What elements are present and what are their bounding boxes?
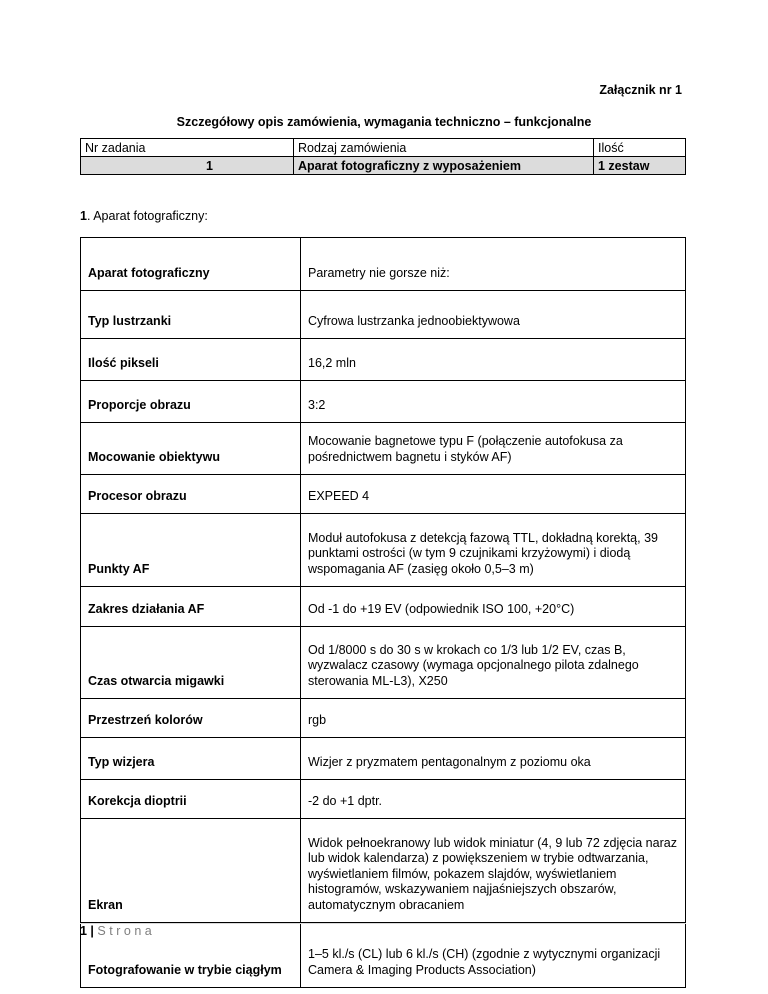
spec-value: Mocowanie bagnetowe typu F (połączenie autofokusa za pośrednictwem bagnetu i styków AF) xyxy=(301,423,686,475)
table-row xyxy=(81,819,686,923)
spec-label: Ekran xyxy=(81,819,301,923)
spec-label: Aparat fotograficzny xyxy=(81,238,301,291)
spec-value: Od 1/8000 s do 30 s w krokach co 1/3 lub 1/2 EV, czas B, wyzwalacz czasowy (wymaga opcjonalnego pilota zdalnego sterowania ML-L3), X250 xyxy=(301,627,686,699)
table-row xyxy=(81,923,686,988)
spec-label: Mocowanie obiektywu xyxy=(81,423,301,475)
table-row xyxy=(81,291,686,339)
spec-value: 16,2 mln xyxy=(301,339,686,381)
table-row xyxy=(81,514,686,587)
footer-separator: | xyxy=(86,924,98,938)
cell-quantity: 1 zestaw xyxy=(594,157,686,175)
section-number: 1 xyxy=(80,209,87,223)
spec-value: Od -1 do +19 EV (odpowiednik ISO 100, +20°C) xyxy=(301,587,686,627)
header-cell-quantity: Ilość xyxy=(594,139,686,157)
spec-label: Proporcje obrazu xyxy=(81,381,301,423)
spec-value: Wizjer z pryzmatem pentagonalnym z poziomu oka xyxy=(301,738,686,780)
summary-data-row xyxy=(81,157,686,175)
cell-order-type: Aparat fotograficzny z wyposażeniem xyxy=(294,157,594,175)
table-row xyxy=(81,699,686,738)
spec-label: Ilość pikseli xyxy=(81,339,301,381)
spec-label: Zakres działania AF xyxy=(81,587,301,627)
spec-label: Fotografowanie w trybie ciągłym xyxy=(81,923,301,988)
spec-value: EXPEED 4 xyxy=(301,475,686,514)
spec-label: Punkty AF xyxy=(81,514,301,587)
spec-value: Cyfrowa lustrzanka jednoobiektywowa xyxy=(301,291,686,339)
spec-value: rgb xyxy=(301,699,686,738)
page-number: 1 xyxy=(80,924,87,938)
table-row xyxy=(81,238,686,291)
spec-value: Parametry nie gorsze niż: xyxy=(301,238,686,291)
camera-specs-table xyxy=(80,237,686,988)
header-cell-order-type: Rodzaj zamówienia xyxy=(294,139,594,157)
order-summary-table xyxy=(80,138,686,175)
table-row xyxy=(81,587,686,627)
table-row xyxy=(81,780,686,819)
cell-task-number: 1 xyxy=(81,157,294,175)
page-label: Strona xyxy=(97,924,156,938)
summary-header-row xyxy=(81,139,686,157)
table-row xyxy=(81,423,686,475)
header-cell-task-number: Nr zadania xyxy=(81,139,294,157)
section-title: . Aparat fotograficzny: xyxy=(86,209,208,223)
spec-value: -2 do +1 dptr. xyxy=(301,780,686,819)
spec-value: Widok pełnoekranowy lub widok miniatur (4, 9 lub 72 zdjęcia naraz lub widok kalendarza) z powiększeniem w trybie odtwarzania, wyświetlaniem filmów, pokazem slajdów, wyświetlaniem histogramów, wskazywaniem najjaśniejszych obszarów, automatycznym obracaniem xyxy=(301,819,686,923)
table-row xyxy=(81,627,686,699)
spec-label: Procesor obrazu xyxy=(81,475,301,514)
spec-label: Czas otwarcia migawki xyxy=(81,627,301,699)
page-footer xyxy=(80,924,155,938)
spec-label: Typ wizjera xyxy=(81,738,301,780)
annex-label: Załącznik nr 1 xyxy=(599,83,682,97)
spec-value: 1–5 kl./s (CL) lub 6 kl./s (CH) (zgodnie z wytycznymi organizacji Camera & Imaging Products Association) xyxy=(301,923,686,988)
table-row xyxy=(81,339,686,381)
section-heading xyxy=(80,209,208,223)
spec-label: Typ lustrzanki xyxy=(81,291,301,339)
table-row xyxy=(81,381,686,423)
spec-label: Przestrzeń kolorów xyxy=(81,699,301,738)
table-row xyxy=(81,738,686,780)
spec-label: Korekcja dioptrii xyxy=(81,780,301,819)
document-title: Szczegółowy opis zamówienia, wymagania techniczno – funkcjonalne xyxy=(176,115,592,129)
footer-divider xyxy=(80,923,686,924)
spec-value: 3:2 xyxy=(301,381,686,423)
spec-value: Moduł autofokusa z detekcją fazową TTL, dokładną korektą, 39 punktami ostrości (w tym 9 czujnikami krzyżowymi) i diodą wspomagania AF (zasięg około 0,5–3 m) xyxy=(301,514,686,587)
table-row xyxy=(81,475,686,514)
